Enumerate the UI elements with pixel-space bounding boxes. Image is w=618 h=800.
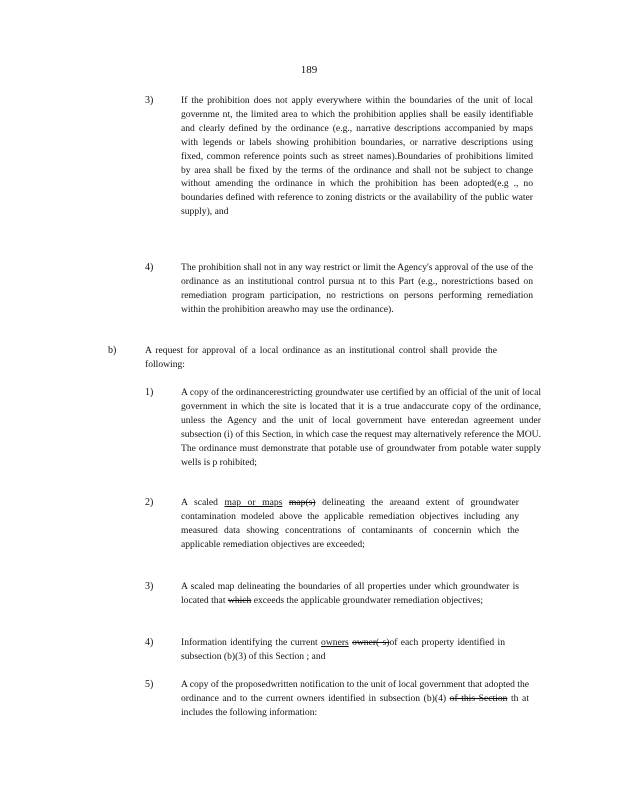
item-text: [181, 678, 529, 720]
item-label: 4): [145, 262, 154, 273]
text-run: A copy of the proposedwritten notification to the unit of local government that adopted the ordinance and to the current owners identified in subsection (b)(4): [181, 679, 529, 704]
item-text: The prohibition shall not in any way restrict or limit the Agency's approval of the use of the ordinance as an institutional control pursua nt to this Part (e.g., norestrictions based on remediation program participation, no restrictions on persons performing remediation within the prohibition areawho may use the ordinance).: [181, 262, 533, 315]
item-label: 3): [145, 581, 154, 592]
text-run: A scaled map delineating the boundaries of all properties under which groundwater is located that: [181, 581, 519, 606]
item-label: 1): [145, 387, 154, 398]
item-text: A request for approval of a local ordinance as an institutional control shall provide the following:: [145, 345, 497, 370]
item-text: [181, 580, 519, 608]
text-run: exceeds the applicable groundwater remediation objectives;: [251, 594, 484, 606]
text-run: of each property identified in subsection (b)(3) of this Section ; and: [181, 637, 505, 662]
deleted-text: owner( s): [352, 637, 390, 648]
item-label: 2): [145, 497, 154, 508]
item-text: If the prohibition does not apply everywhere within the boundaries of the unit of local governme nt, the limited area to which the prohibition applies shall be easily identifiable and clearly defined by the ordinance (e.g., narrative descriptions accompanied by maps with legends or labels showing prohibition boundaries, or narrative descriptions using fixed, common reference points such as street names).Boundaries of prohibitions limited by area shall be fixed by the terms of the ordinance and shall not be subject to change without amending the ordinance in which the prohibition has been adopted(e.g ., no boundaries defined with reference to zoning districts or the availability of the public water supply), and: [181, 95, 533, 218]
item-label: b): [108, 345, 117, 356]
item-label: 5): [145, 679, 154, 690]
page-number: 189: [300, 64, 318, 76]
inserted-text: owners: [321, 637, 349, 648]
text-run: A scaled: [181, 497, 225, 508]
deleted-text: which: [227, 594, 252, 606]
inserted-text: map or maps: [224, 497, 283, 508]
deleted-text: map(s): [288, 497, 316, 508]
text-run: delineating the areaand extent of groundwater contamination modeled above the applicable remediation objectives including any measured data showing concentrations of contaminants of concernin which the applicable remediation objectives are exceeded;: [181, 497, 519, 550]
text-run: Information identifying the current: [181, 637, 322, 648]
item-text: A copy of the ordinancerestricting groundwater use certified by an official of the unit of local government in which the site is located that it is a true andaccurate copy of the ordinance, unless the Agency and the unit of local government have enteredan agreement under subsection (i) of this Section, in which case the request may alternatively reference the MOU. The ordinance must demonstrate that potable use of groundwater from potable water supply wells is p rohibited;: [181, 387, 541, 468]
item-text: [181, 496, 519, 552]
text-run: th at includes the following information:: [181, 692, 529, 718]
item-label: 3): [145, 95, 154, 106]
item-text: [181, 636, 505, 664]
deleted-text: of this Section: [449, 692, 508, 704]
item-label: 4): [145, 637, 154, 648]
